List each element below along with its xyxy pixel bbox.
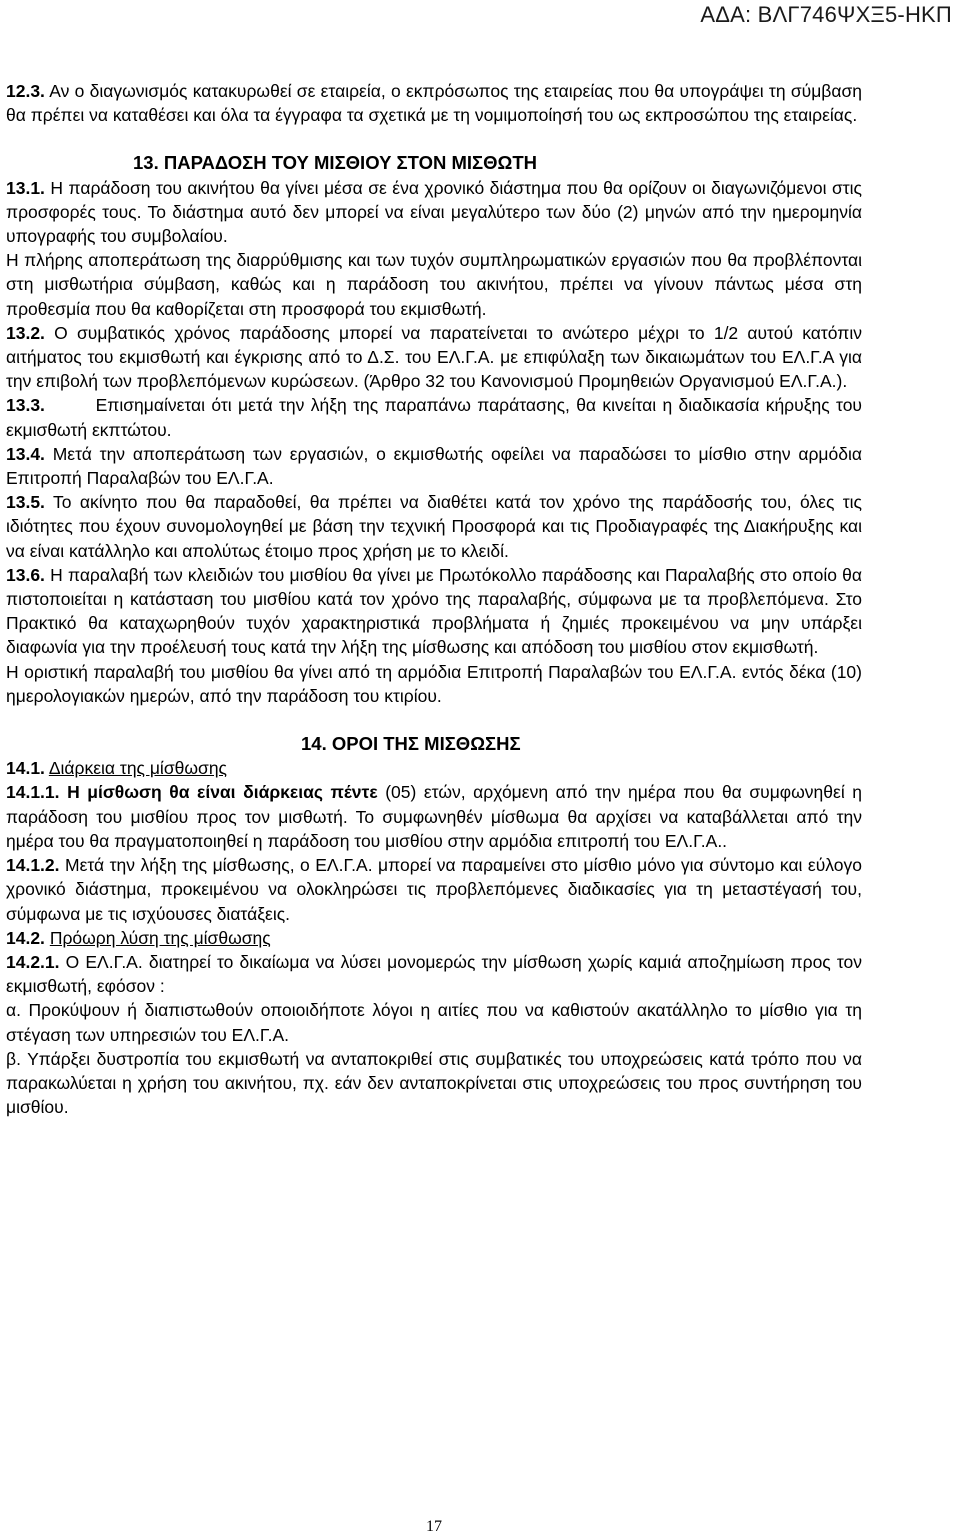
document-body xyxy=(6,79,867,1119)
paragraph-beta: β. Υπάρξει δυστροπία του εκμισθωτή να ανταποκριθεί στις συμβατικές του υποχρεώσεις κατά τρόπο που να παρακωλύεται η χρήση του ακινήτου, πχ. εάν δεν ανταποκρίνεται στις υποχρεώσεις του προς συντήρηση του μισθίου. xyxy=(6,1048,862,1118)
clause-text: Μετά την λήξη της μίσθωσης, ο ΕΛ.Γ.Α. μπορεί να παραμείνει στο μίσθιο μόνο για σύντομο και εύλογο χρονικό διάστημα, προκειμένου να ολοκληρώσει τις προβλεπόμενες διαδικασίες για τη μεταστέγασή του, σύμφωνα με τις ισχύουσες διατάξεις. xyxy=(6,855,862,924)
clause-text: Η παράδοση του ακινήτου θα γίνει μέσα σε ένα χρονικό διάστημα που θα ορίζουν οι διαγωνιζόμενοι στις προσφορές τους. Το διάστημα αυτό δεν μπορεί να είναι μεγαλύτερο των δύο (2) μηνών από την ημερομηνία υπογραφής του συμβολαίου. xyxy=(6,177,862,247)
clause-number: 14.2.1. xyxy=(6,951,60,972)
ada-identifier: ΑΔΑ: ΒΛΓ746ΨΧΞ5-ΗΚΠ xyxy=(700,2,952,27)
clause-number: 13.6. xyxy=(6,564,45,585)
clause-text: Ο συμβατικός χρόνος παράδοσης μπορεί να παρατείνεται το ανώτερο μέχρι το 1/2 αυτού κατόπιν αιτήματος του εκμισθωτή και έγκρισης από το Δ.Σ. του ΕΛ.Γ.Α. με επιφύλαξη των δικαιωμάτων του ΕΛ.Γ.Α για την επιβολή των προβλεπόμενων κυρώσεων. (Άρθρο 32 του Κανονισμού Προμηθειών Οργανισμού ΕΛ.Γ.Α.). xyxy=(6,322,862,392)
clause-text: Επισημαίνεται ότι μετά την λήξη της παραπάνω παράτασης, θα κινείται η διαδικασία κήρυξης του εκμισθωτή εκπτώτου. xyxy=(6,395,867,440)
paragraph-14-1-2 xyxy=(6,853,862,926)
subsection-number: 14.1. xyxy=(6,758,45,779)
clause-number: 13.2. xyxy=(6,322,45,343)
clause-number: 14.1.2. xyxy=(6,855,60,876)
paragraph-13-6 xyxy=(6,563,862,660)
paragraph-13-1-continued: Η πλήρης αποπεράτωση της διαρρύθμισης και των τυχόν συμπληρωματικών εργασιών που θα προβλέπονται στη μισθωτήρια σύμβαση, καθώς και η παράδοση του ακινήτου, πρέπει να γίνουν πάντως μέσα στη προθεσμία που θα καθορίζεται στη προσφορά του εκμισθωτή. xyxy=(6,250,862,319)
clause-number: 13.3. xyxy=(6,395,45,416)
page-number: 17 xyxy=(426,1518,442,1535)
clause-text: Ο ΕΛ.Γ.Α. διατηρεί το δικαίωμα να λύσει μονομερώς την μίσθωση χωρίς καμιά αποζημίωση προς τον εκμισθωτή, εφόσον : xyxy=(6,951,862,997)
clause-number: 12.3. xyxy=(6,81,45,101)
subsection-14-1-heading xyxy=(6,756,862,780)
subsection-14-2-heading xyxy=(6,926,862,950)
paragraph-14-2-1 xyxy=(6,950,862,998)
subsection-title: Πρόωρη λύση της μίσθωσης xyxy=(49,927,271,948)
clause-number: 13.4. xyxy=(6,443,45,464)
clause-number: 13.1. xyxy=(6,177,45,198)
paragraph-13-5 xyxy=(6,490,862,563)
paragraph-alpha: α. Προκύψουν ή διαπιστωθούν οποιοιδήποτε λόγοι η αιτίες που να καθιστούν ακατάλληλο το μίσθιο για τη στέγαση των υπηρεσιών του ΕΛ.Γ.Α. xyxy=(6,1000,862,1045)
subsection-number: 14.2. xyxy=(6,927,45,948)
paragraph-13-1 xyxy=(6,176,862,249)
paragraph-13-2 xyxy=(6,321,862,394)
subsection-title: Διάρκεια της μίσθωσης xyxy=(48,758,227,779)
paragraph-13-3 xyxy=(6,393,867,441)
clause-text: Το ακίνητο που θα παραδοθεί, θα πρέπει να διαθέτει κατά τον χρόνο της παράδοσής του, όλες τις ιδιότητες που έχουν συνομολογηθεί με βάση την τεχνική Προσφορά και τις Προδιαγραφές της Διακήρυξης και να είναι κατάλληλο και απολύτως έτοιμο προς χρήση με το κλειδί. xyxy=(6,492,862,561)
paragraph-14-1-1 xyxy=(6,780,862,853)
clause-text: Η παραλαβή των κλειδιών του μισθίου θα γίνει με Πρωτόκολλο παράδοσης και Παραλαβής στο οποίο θα πιστοποιείται η κατάσταση του μισθίου κατά τον χρόνο της παραλαβής, σύμφωνα με τα προβλεπόμενα. Στο Πρακτικό θα καταχωρηθούν τυχόν χαρακτηριστικά προβλήματα ή ζημιές προκειμένου να μην υπάρξει διαφωνία για την προέλευσή τους κατά την λήξη της μίσθωσης και απόδοση του μισθίου στον εκμισθωτή. xyxy=(6,564,862,658)
clause-lead-bold: 14.1.1. Η μίσθωση θα είναι διάρκειας πέντε xyxy=(6,782,378,803)
section-14-heading: 14. ΟΡΟΙ ΤΗΣ ΜΙΣΘΩΣΗΣ xyxy=(301,733,521,755)
clause-text: Μετά την αποπεράτωση των εργασιών, ο εκμισθωτής οφείλει να παραδώσει το μίσθιο στην αρμόδια Επιτροπή Παραλαβών του ΕΛ.Γ.Α. xyxy=(6,443,862,489)
section-13-heading: 13. ΠΑΡΑΔΟΣΗ ΤΟΥ ΜΙΣΘΙΟΥ ΣΤΟΝ ΜΙΣΘΩΤΗ xyxy=(133,152,538,174)
clause-number: 13.5. xyxy=(6,492,45,513)
paragraph-12-3 xyxy=(6,79,862,127)
paragraph-13-6-continued: Η οριστική παραλαβή του μισθίου θα γίνει από τη αρμόδια Επιτροπή Παραλαβών του ΕΛ.Γ.Α. εντός δέκα (10) ημερολογιακών ημερών, από την παράδοση του κτιρίου. xyxy=(6,661,862,706)
clause-text: Αν ο διαγωνισμός κατακυρωθεί σε εταιρεία, ο εκπρόσωπος της εταιρείας που θα υπογράψει τη σύμβαση θα πρέπει να καταθέσει και όλα τα έγγραφα τα σχετικά με τη νομιμοποίησή του ως εκπροσώπου της εταιρείας. xyxy=(6,81,862,126)
clause-text: (05) ετών, αρχόμενη από την ημέρα που θα συμφωνηθεί η παράδοση του μισθίου προς τον μισθωτή. Το συμφωνηθέν μίσθωμα θα αρχίσει να καταβάλλεται από την ημέρα του θα πραγματοποιηθεί η παράδοση του μισθίου στην αρμόδια επιτροπή του ΕΛ.Γ.Α.. xyxy=(6,782,862,851)
paragraph-13-4 xyxy=(6,442,862,490)
